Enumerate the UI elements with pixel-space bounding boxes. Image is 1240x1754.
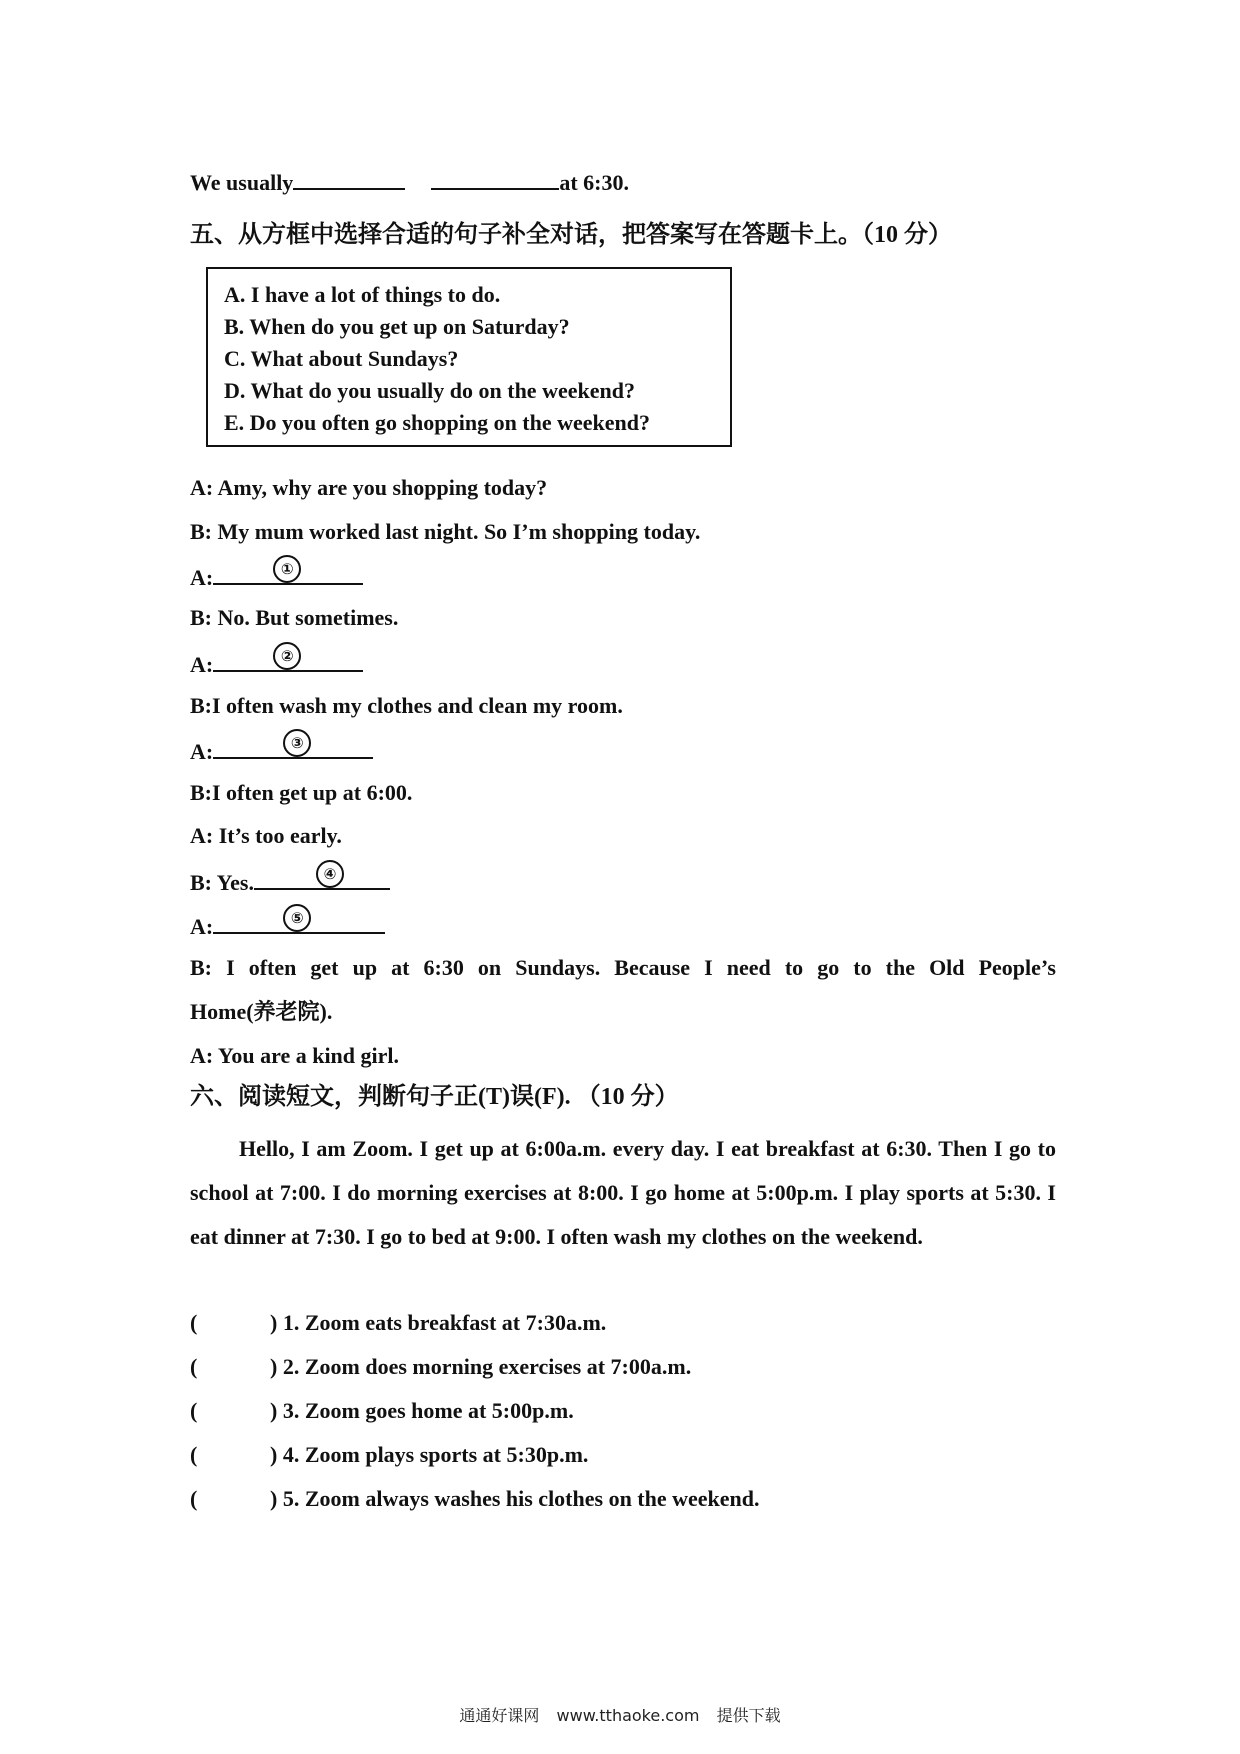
dialogue-line: B:I often get up at 6:00. [190, 780, 413, 805]
page-footer [0, 1703, 1240, 1726]
fill-in-line [190, 168, 629, 197]
dialogue-line: B: My mum worked last night. So I’m shopping today. [190, 519, 701, 544]
answer-blank [213, 648, 363, 672]
option-item: E. Do you often go shopping on the weekend? [224, 410, 651, 435]
judgement-item [190, 1397, 574, 1425]
judgement-item [190, 1353, 691, 1381]
dialogue-blank-line [190, 910, 385, 941]
dialogue-line: A: It’s too early. [190, 823, 342, 848]
item-text: 4. Zoom plays sports at 5:30p.m. [282, 1442, 589, 1467]
item-text: 5. Zoom always washes his clothes on the weekend. [282, 1486, 760, 1511]
answer-blank [254, 866, 390, 890]
paren-close: ) [270, 1486, 278, 1511]
paren-close: ) [270, 1354, 278, 1379]
dialogue-blank-line [190, 866, 390, 897]
dialogue-line: A: Amy, why are you shopping today? [190, 475, 548, 500]
dialogue-blank-line [190, 648, 363, 679]
dialogue-line [190, 954, 1056, 982]
answer-blank [213, 910, 385, 934]
option-item: A. I have a lot of things to do. [224, 282, 501, 307]
footer-suffix: 提供下载 [716, 1706, 781, 1725]
judgement-item [190, 1485, 760, 1513]
section-5-heading: 五、从方框中选择合适的句子补全对话，把答案写在答题卡上。（10 分） [190, 222, 952, 248]
paren-open: ( [190, 1310, 198, 1335]
sentence-end: at 6:30. [559, 170, 629, 195]
sentence-start: We usually [190, 170, 294, 195]
item-text: 1. Zoom eats breakfast at 7:30a.m. [282, 1310, 607, 1335]
paren-close: ) [270, 1310, 278, 1335]
judgement-item [190, 1441, 588, 1469]
option-item: D. What do you usually do on the weekend? [224, 378, 635, 403]
dialogue-line: Home(养老院). [190, 999, 333, 1024]
answer-blank [293, 168, 405, 190]
reading-passage: Hello, I am Zoom. I get up at 6:00a.m. every day. I eat breakfast at 6:30. Then I go to school at 7:00. I do morning exercises at 8:00. I go home at 5:00p.m. I play sports at 5:30. I eat dinner at 7:30. I go to bed at 9:00. I often wash my clothes on the weekend. [190, 1136, 1056, 1249]
dialogue-blank-line [190, 561, 363, 592]
judgement-item [190, 1309, 606, 1337]
dialogue-blank-line [190, 735, 373, 766]
speaker-label: A: [190, 739, 214, 764]
footer-url: www.tthaoke.com [556, 1706, 700, 1725]
option-item: B. When do you get up on Saturday? [224, 314, 570, 339]
dialogue-line: A: You are a kind girl. [190, 1043, 400, 1068]
speaker-label: A: [190, 652, 214, 677]
paren-close: ) [270, 1442, 278, 1467]
option-item: C. What about Sundays? [224, 346, 459, 371]
answer-blank [213, 561, 363, 585]
speaker-label: A: [190, 914, 214, 939]
blank-number-1: ① [273, 555, 301, 583]
paren-close: ) [270, 1398, 278, 1423]
item-text: 3. Zoom goes home at 5:00p.m. [282, 1398, 574, 1423]
dialogue-line: B:I often wash my clothes and clean my room. [190, 693, 623, 718]
blank-number-2: ② [273, 642, 301, 670]
item-text: 2. Zoom does morning exercises at 7:00a.m. [282, 1354, 692, 1379]
paren-open: ( [190, 1398, 198, 1423]
dialogue-line: B: No. But sometimes. [190, 605, 399, 630]
paren-open: ( [190, 1354, 198, 1379]
paren-open: ( [190, 1486, 198, 1511]
speaker-label: A: [190, 565, 214, 590]
footer-site-name: 通通好课网 [459, 1706, 540, 1725]
blank-number-5: ⑤ [283, 904, 311, 932]
option-box [206, 267, 732, 447]
answer-blank [213, 735, 373, 759]
paren-open: ( [190, 1442, 198, 1467]
section-6-heading: 六、阅读短文，判断句子正(T)误(F). （10 分） [190, 1084, 679, 1110]
dialogue-text: B: I often get up at 6:30 on Sundays. Because I need to go to the Old People’s [190, 955, 1056, 980]
answer-blank [431, 168, 559, 190]
blank-number-4: ④ [316, 860, 344, 888]
blank-number-3: ③ [283, 729, 311, 757]
speaker-text: B: Yes. [190, 870, 254, 895]
